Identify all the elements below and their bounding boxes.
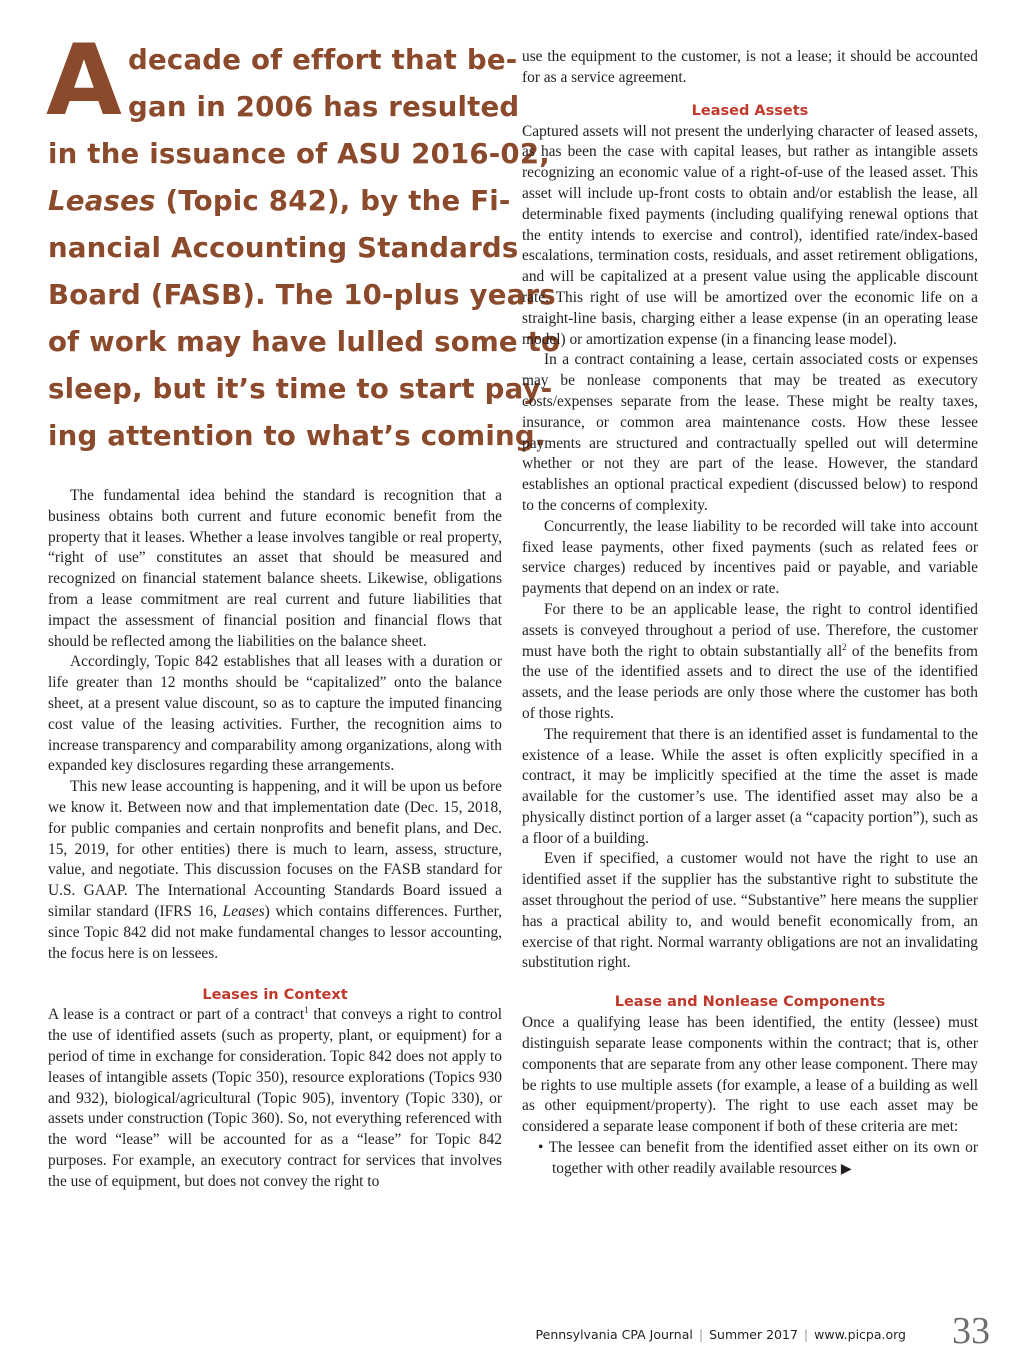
- intro-line: sleep, but it’s time to start pay-: [48, 372, 553, 405]
- intro-line: Leases (Topic 842), by the Fi-: [48, 184, 511, 217]
- paragraph: Concurrently, the lease liability to be recorded will take into account fixed lease payments, other fixed payments (such as related fees or service charges) reduced by incentives paid or payable, and variable payments that depend on an index or rate.: [522, 517, 978, 598]
- paragraph: For there to be an applicable lease, the right to control identified assets is conveyed throughout a period of use. Therefore, the customer must have both the right to obtain substantially all$^2$ of the benefits from the use of the identified assets and to direct the use of the identified assets, and the lease periods are only those where the customer has both of those rights.: [522, 600, 978, 722]
- intro-line: Board (FASB). The 10-plus years: [48, 278, 556, 311]
- footer-text: Pennsylvania CPA Journal | Summer 2017 | www.picpa.org: [535, 1327, 906, 1342]
- journal-name: Pennsylvania CPA Journal: [535, 1327, 693, 1342]
- intro-line: ing attention to what’s coming.: [48, 419, 546, 452]
- paragraph: The requirement that there is an identified asset is fundamental to the existence of a lease. While the asset is often explicitly specified in a contract, it may be implicitly specified at the time the asset is made available for the customer’s use. The identified asset may also be a physically distinct portion of a larger asset (a “capacity portion”), such as a floor of a building.: [522, 725, 978, 847]
- page-footer: [535, 1310, 990, 1353]
- paragraph: A lease is a contract or part of a contract$^1$ that conveys a right to control the use of identified assets (such as property, plant, or equipment) for a period of time in exchange for consideration. Topic 842 does not apply to leases of intangible assets (Topic 350), resource explorations (Topics 930 and 932), biological/agricultural (Topic 905), inventory (Topic 330), or assets under construction (Topic 360). So, not everything referenced with the word “lease” will be accounted for as a “lease” for Topic 842 purposes. For example, an executory contract for services that involves the use of equipment, but does not convey the right to: [48, 1005, 502, 1190]
- website-link[interactable]: www.picpa.org: [814, 1327, 906, 1342]
- section-heading: Leases in Context: [202, 987, 348, 1004]
- intro-deck: [46, 24, 561, 459]
- intro-line: of work may have lulled some to: [48, 325, 561, 358]
- intro-line: decade of effort that be-: [128, 43, 518, 76]
- page-number: 33: [952, 1310, 990, 1352]
- footnote-ref: 2: [842, 641, 847, 652]
- intro-italic-title: Leases: [48, 184, 156, 217]
- paragraph: This new lease accounting is happening, and it will be upon us before we know it. Between now and that implementation date (Dec. 15, 2018, for public companies and certain nonprofits and benefit plans, and Dec. 15, 2019, for other entities) there is much to learn, assess, structure, value, and negotiate. This discussion focuses on the FASB standard for U.S. GAAP. The International Accounting Standards Board issued a similar standard (IFRS 16, Leases) which contains differences. Further, since Topic 842 did not make fundamental changes to lessor accounting, the focus here is on lessees.: [48, 778, 502, 962]
- section-heading: Leased Assets: [691, 102, 809, 119]
- continue-arrow-icon: ▶: [840, 1161, 852, 1177]
- intro-line: nancial Accounting Standards: [48, 231, 519, 264]
- intro-line: gan in 2006 has resulted: [128, 90, 520, 123]
- section-heading: Lease and Nonlease Components: [614, 994, 886, 1011]
- paragraph: Even if specified, a customer would not have the right to use an identified asset if the supplier has the substantive right to substitute the asset throughout the period of use. “Substantive” here means the supplier has a practical ability to, and would benefit economically from, an exercise of that right. Normal warranty obligations are not an invalidating substitution right.: [522, 850, 978, 972]
- drop-cap: A: [46, 24, 123, 138]
- paragraph: use the equipment to the customer, is not a lease; it should be accounted for as a service agreement.: [522, 48, 978, 86]
- footnote-ref: 1: [304, 1005, 309, 1016]
- intro-line: in the issuance of ASU 2016-02,: [48, 137, 550, 170]
- issue-date: Summer 2017: [709, 1327, 798, 1342]
- paragraph: Captured assets will not present the underlying character of leased assets, as has been the case with capital leases, but rather as intangible assets recognizing an economic value of a right-of-use of the leased asset. This asset will include up-front costs to obtain and/or establish the lease, all determinable fixed payments (including qualifying renewal options that the entity intends to exercise and control), identified rate/index-based escalations, termination costs, residuals, and asset retirement obligations, and will be capitalized at a present value using the applicable discount rate. This right of use will be amortized over the economic life on a straight-line basis, charging either a lease expense (in an operating lease model) or amortization expense (in a financing lease model).: [522, 122, 978, 348]
- paragraph: Once a qualifying lease has been identified, the entity (lessee) must distinguish separate lease components within the contract; that is, other components that are separate from any other lease component. There may be rights to use multiple assets (for example, a lease of a building as well as other equipment/property). The right to use each asset may be considered a separate lease component if both of these criteria are met:: [522, 1014, 978, 1136]
- left-column: [48, 486, 502, 1193]
- bullet-item: • The lessee can benefit from the identified asset either on its own or together with other readily available resources ▶: [538, 1139, 978, 1177]
- right-column: [522, 47, 978, 1181]
- paragraph: The fundamental idea behind the standard is recognition that a business obtains both current and future economic benefit from the property that it leases. Whether a lease involves tangible or real property, “right of use” constitutes an asset that should be measured and recognized on financial statement balance sheets. Likewise, obligations from a lease commitment are real current and future liabilities that impact the assessment of financial position and financial flows that should be reflected among the liabilities on the balance sheet.: [48, 487, 502, 650]
- paragraph: In a contract containing a lease, certain associated costs or expenses may be nonlease components that may be treated as executory costs/expenses separate from the lease. These might be realty taxes, insurance, or common area maintenance costs. How these lessee payments are structured and contractually spelled out will determine whether or not they are part of the lease. However, the standard establishes an optional practical expedient (discussed below) to respond to the concerns of complexity.: [522, 351, 978, 514]
- paragraph: Accordingly, Topic 842 establishes that all leases with a duration or life greater than 12 months should be “capitalized” onto the balance sheet, at a present value discount, so as to capture the imputed financing cost value of the leasing activities. Further, the recognition aims to increase transparency and comparability among organizations, along with expanded key disclosures regarding these arrangements.: [48, 653, 502, 775]
